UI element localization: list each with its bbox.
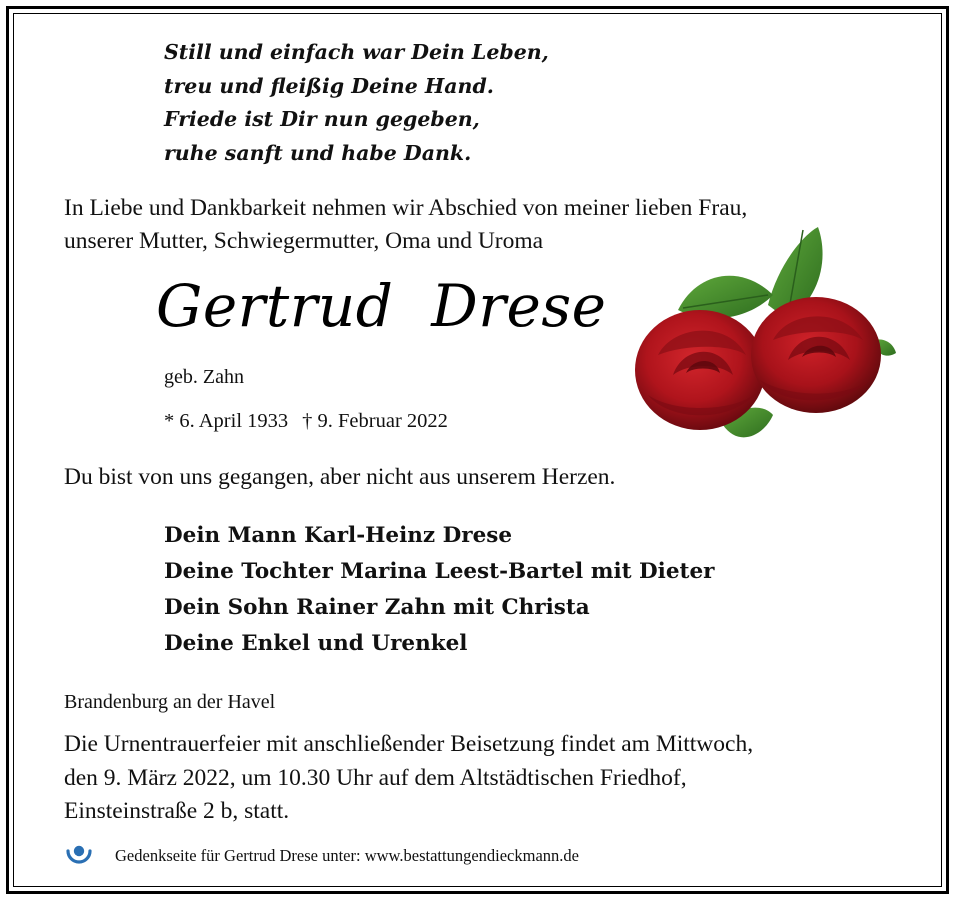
poem-line: Still und einfach war Dein Leben, [164, 40, 549, 64]
death-date: † 9. Februar 2022 [302, 410, 448, 432]
poem-line: treu und fleißig Deine Hand. [164, 73, 494, 98]
life-dates [164, 410, 448, 433]
intro-line: unserer Mutter, Schwiegermutter, Oma und Uroma [64, 228, 544, 254]
ceremony-line: den 9. März 2022, um 10.30 Uhr auf dem Altstädtischen Friedhof, [64, 764, 687, 791]
poem-line: Friede ist Dir nun gegeben, [164, 107, 480, 131]
mourner: Deine Tochter Marina Leest-Bartel mit Dieter [164, 559, 715, 584]
memorial-page-link[interactable]: Gedenkseite für Gertrud Drese unter: www.bestattungendieckmann.de [115, 846, 579, 865]
mourners-list [164, 518, 714, 662]
mourner: Dein Mann Karl-Heinz Drese [164, 523, 513, 548]
intro-line: In Liebe und Dankbarkeit nehmen wir Abschied von meiner lieben Frau, [64, 195, 748, 221]
ceremony-line: Die Urnentrauerfeier mit anschließender Beisetzung findet am Mittwoch, [64, 731, 754, 757]
ceremony-line: Einsteinstraße 2 b, statt. [64, 798, 290, 824]
red-roses-image [628, 225, 900, 450]
poem-line: ruhe sanft und habe Dank. [164, 140, 472, 165]
place: Brandenburg an der Havel [64, 691, 276, 713]
memorial-logo-icon [64, 839, 94, 869]
ceremony-info [64, 728, 753, 829]
farewell-message: Du bist von uns gegangen, aber nicht aus unserem Herzen. [64, 464, 616, 490]
deceased-name: Gertrud Drese [156, 272, 607, 340]
birth-name: geb. Zahn [164, 366, 244, 388]
birth-date: * 6. April 1933 [164, 410, 289, 432]
mourner: Deine Enkel und Urenkel [164, 631, 468, 656]
mourner: Dein Sohn Rainer Zahn mit Christa [164, 595, 590, 620]
poem [164, 36, 549, 170]
